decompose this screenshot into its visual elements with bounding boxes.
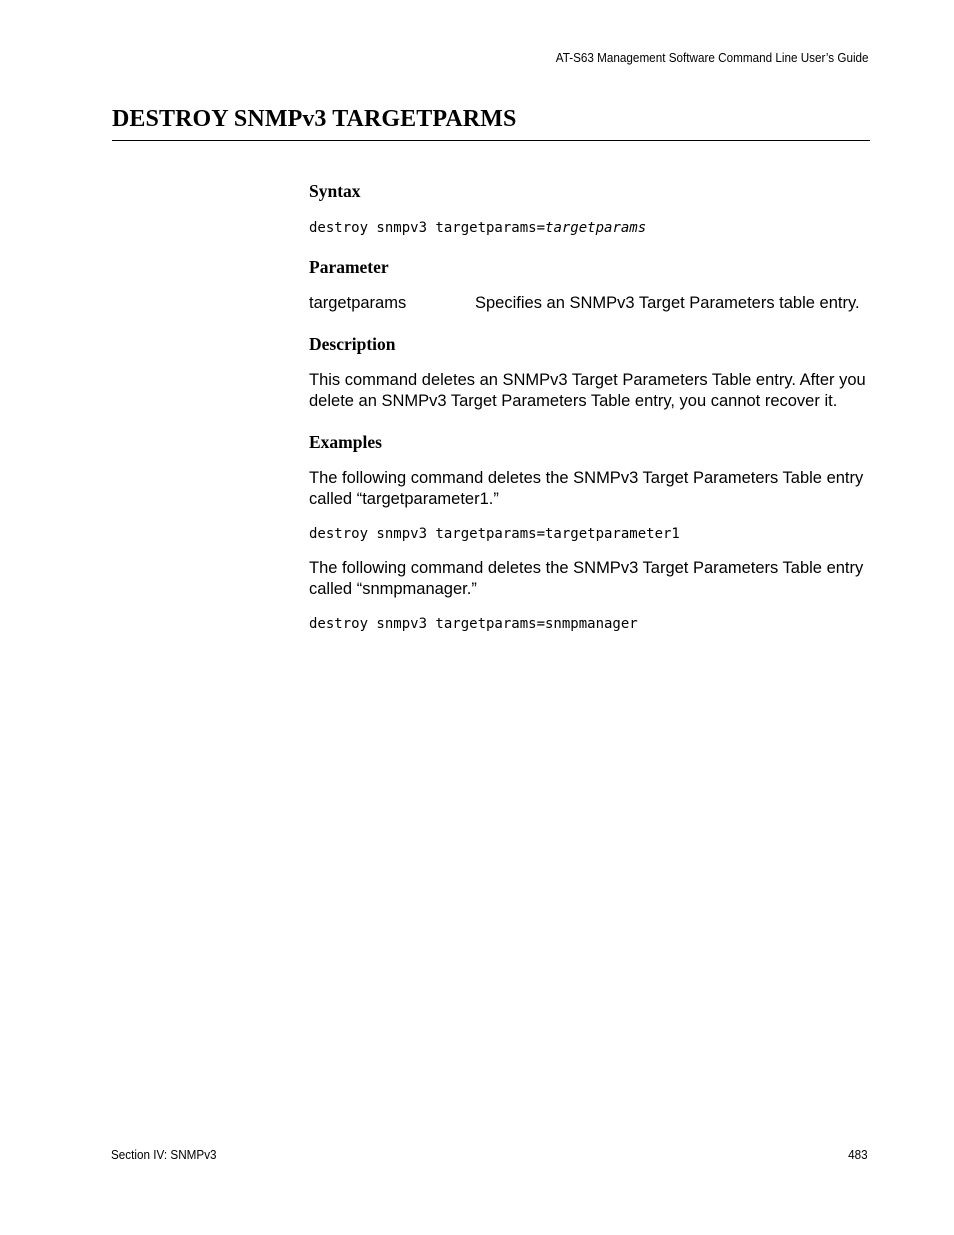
- parameter-description: Specifies an SNMPv3 Target Parameters table entry.: [475, 294, 860, 312]
- footer-section: Section IV: SNMPv3: [111, 1147, 217, 1162]
- title-rule: [112, 140, 870, 141]
- syntax-heading: Syntax: [309, 181, 361, 201]
- example-2-code: destroy snmpv3 targetparams=snmpmanager: [309, 616, 638, 632]
- content-area: [309, 180, 869, 633]
- parameter-heading: Parameter: [309, 257, 389, 277]
- page-title: DESTROY SNMPv3 TARGETPARMS: [112, 106, 517, 132]
- syntax-code: [309, 219, 869, 237]
- parameter-name: targetparams: [309, 294, 407, 312]
- syntax-command: destroy snmpv3 targetparams=: [309, 220, 546, 236]
- description-heading: Description: [309, 334, 396, 354]
- example-1-code: destroy snmpv3 targetparams=targetparameter1: [309, 526, 680, 542]
- example-2-text: The following command deletes the SNMPv3 Target Parameters Table entry called “snmpmanager.”: [309, 559, 864, 598]
- syntax-argument: targetparams: [545, 220, 647, 236]
- footer-page-number: 483: [848, 1147, 868, 1162]
- example-1-text: The following command deletes the SNMPv3 Target Parameters Table entry called “targetparameter1.”: [309, 469, 864, 508]
- examples-heading: Examples: [309, 432, 382, 452]
- parameter-row: [309, 293, 869, 314]
- running-header: AT-S63 Management Software Command Line User’s Guide: [556, 50, 869, 65]
- description-text: This command deletes an SNMPv3 Target Parameters Table entry. After you delete an SNMPv3 Target Parameters Table entry, you cannot recover it.: [309, 371, 866, 410]
